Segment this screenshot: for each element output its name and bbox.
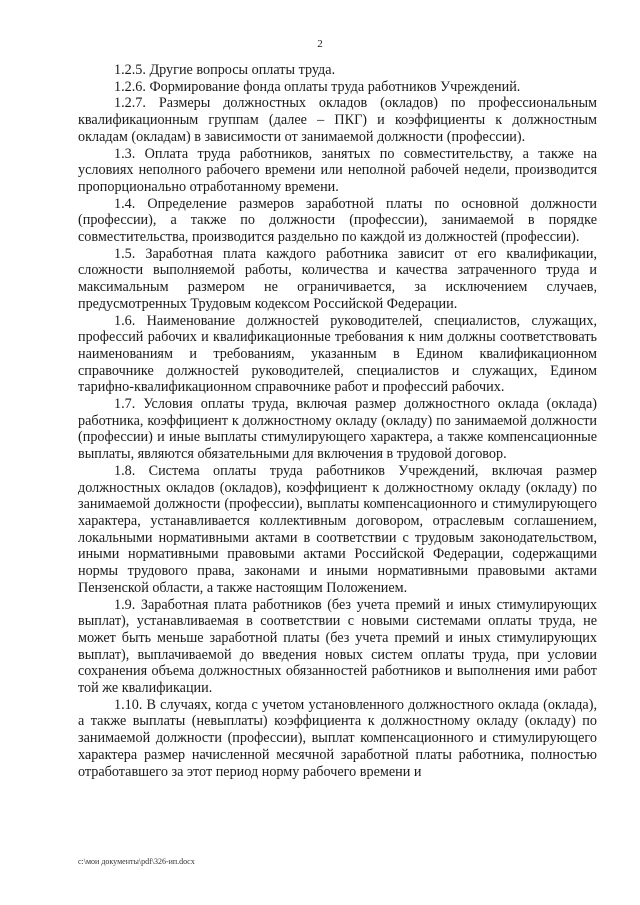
document-body <box>78 62 597 780</box>
paragraph-1-2-7: 1.2.7. Размеры должностных окладов (окладов) по профессиональным квалификационным группам (далее – ПКГ) и коэффициенты к должностным окладам (окладам) в зависимости от занимаемой должности (профессии). <box>78 95 597 145</box>
paragraph-1-8: 1.8. Система оплаты труда работников Учреждений, включая размер должностных окладов (окладов), коэффициент к должностному окладу (окладу) по занимаемой должности (профессии), выплаты компенсационного и стимулирующего характера, устанавливается коллективным договором, отраслевым соглашением, локальными нормативными актами в соответствии с трудовым законодательством, иными нормативными правовыми актами Российской Федерации, содержащими нормы трудового права, законами и иными нормативными правовыми актами Пензенской области, а также настоящим Положением. <box>78 462 597 596</box>
paragraph-1-4: 1.4. Определение размеров заработной платы по основной должности (профессии), а также по должности (профессии), занимаемой в порядке совместительства, производится раздельно по каждой из должностей (профессии). <box>78 195 597 246</box>
paragraph-1-3: 1.3. Оплата труда работников, занятых по совместительству, а также на условиях неполного рабочего времени или неполной рабочей недели, производится пропорционально отработанному времени. <box>78 145 597 195</box>
footer-file-path: c:\мои документы\pdf\326-ип.docx <box>78 857 195 866</box>
paragraph-1-7: 1.7. Условия оплаты труда, включая размер должностного оклада (оклада) работника, коэффициент к должностному окладу (окладу) по занимаемой должности (профессии) и иные выплаты стимулирующего характера, а также компенсационные выплаты, являются обязательными для включения в трудовой договор. <box>78 396 597 463</box>
paragraph-1-2-6: 1.2.6. Формирование фонда оплаты труда работников Учреждений. <box>114 78 521 95</box>
paragraph-1-5: 1.5. Заработная плата каждого работника зависит от его квалификации, сложности выполняемой работы, количества и качества затраченного труда и максимальным размером не ограничивается, за исключением случаев, предусмотренных Трудовым кодексом Российской Федерации. <box>78 245 597 312</box>
paragraph-1-6: 1.6. Наименование должностей руководителей, специалистов, служащих, профессий рабочих и квалификационные требования к ним должны соответствовать наименованиям и требованиям, указанным в Едином квалификационном справочнике должностей руководителей, специалистов и служащих, Едином тарифно-квалификационном справочнике работ и профессий рабочих. <box>78 312 597 396</box>
paragraph-1-9: 1.9. Заработная плата работников (без учета премий и иных стимулирующих выплат), устанавливаемая в соответствии с новыми системами оплаты труда, не может быть меньше заработной платы (без учета премий и иных стимулирующих выплат), выплачиваемой до введения новых систем оплаты труда, при условии сохранения объема должностных обязанностей работников и выполнения ими работ той же квалификации. <box>78 596 597 697</box>
paragraph-1-2-5: 1.2.5. Другие вопросы оплаты труда. <box>114 62 336 78</box>
paragraph-1-10: 1.10. В случаях, когда с учетом установленного должностного оклада (оклада), а также выплаты (невыплаты) коэффициента к должностному окладу (окладу) по занимаемой должности (профессии), выплат компенсационного и стимулирующего характера размер начисленной месячной заработной платы работника, полностью отработавшего за этот период норму рабочего времени и <box>78 696 597 780</box>
page-number: 2 <box>317 38 323 50</box>
